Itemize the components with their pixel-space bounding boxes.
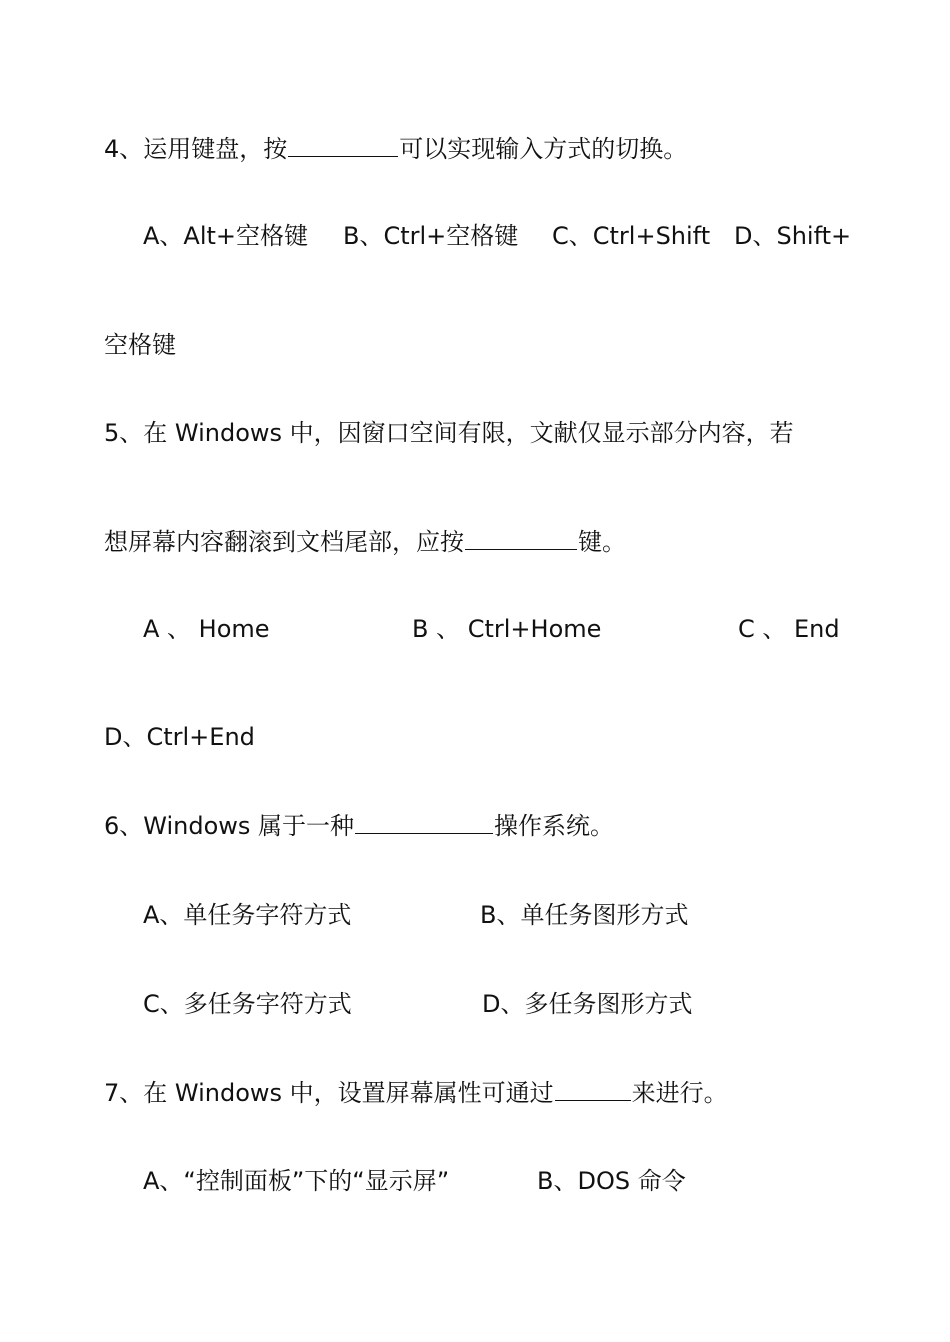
question-4-option-d: D、Shift+ [734, 222, 852, 250]
answer-blank [288, 134, 398, 157]
answer-blank [465, 527, 577, 550]
question-6-option-d: D、多任务图形方式 [482, 990, 693, 1018]
question-6-option-a: A、单任务字符方式 [143, 901, 352, 929]
question-4-option-c: C、Ctrl+Shift [552, 222, 711, 250]
question-5-stem-line-1: 5、在 Windows 中，因窗口空间有限，文献仅显示部分内容，若 [104, 419, 794, 447]
question-5-option-b: B 、 Ctrl+Home [412, 615, 602, 643]
question-6-stem-text: 6、Windows 属于一种 [104, 812, 355, 840]
answer-blank [355, 811, 493, 834]
question-4-option-a: A、Alt+空格键 [143, 222, 309, 250]
question-6-stem [104, 811, 614, 841]
question-4-stem-text: 4、运用键盘，按 [104, 135, 288, 163]
question-5-option-a: A 、 Home [143, 615, 270, 643]
question-5-option-d: D、Ctrl+End [104, 723, 255, 751]
question-7-stem-text-end: 来进行。 [631, 1079, 728, 1107]
answer-blank [555, 1078, 631, 1101]
question-7-option-b: B、DOS 命令 [537, 1167, 686, 1195]
question-4-stem [104, 134, 687, 164]
question-7-stem-text: 7、在 Windows 中，设置屏幕属性可通过 [104, 1079, 554, 1107]
question-6-option-c: C、多任务字符方式 [143, 990, 352, 1018]
question-5-stem-line-2 [104, 527, 626, 557]
question-4-option-d-continued: 空格键 [104, 331, 176, 359]
question-5-option-c: C 、 End [738, 615, 840, 643]
question-5-stem-text: 想屏幕内容翻滚到文档尾部，应按 [104, 528, 464, 556]
question-4-option-b: B、Ctrl+空格键 [343, 222, 519, 250]
question-6-stem-text-end: 操作系统。 [494, 812, 615, 840]
question-7-option-a: A、“控制面板”下的“显示屏” [143, 1167, 450, 1195]
question-6-option-b: B、单任务图形方式 [480, 901, 689, 929]
question-7-stem [104, 1078, 728, 1108]
question-4-stem-text-end: 可以实现输入方式的切换。 [399, 135, 688, 163]
question-5-stem-text-end: 键。 [578, 528, 626, 556]
